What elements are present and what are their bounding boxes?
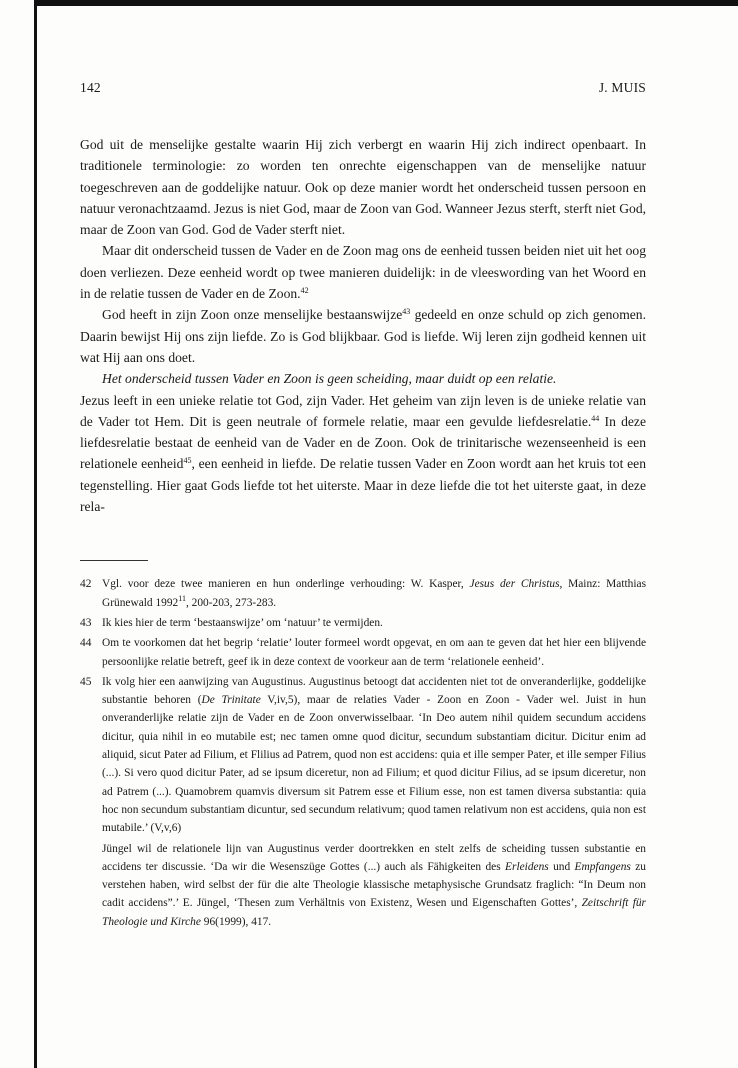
footnote-number: 45 — [80, 675, 92, 688]
footnote-45-part: Ik volg hier een aanwijzing van Augustinus. Augustinus betoogt dat accidenten niet tot de onveranderlijke, goddelijke substantie behoren ( — [102, 675, 646, 707]
footnotes — [80, 575, 646, 931]
running-head — [80, 80, 646, 96]
footnote-45-title: De Trinitate — [201, 694, 261, 707]
footnote-ref-43: 43 — [402, 307, 411, 317]
footnote-45-part: Jüngel wil de relationele lijn van Augustinus verder doortrekken en stelt zelfs de scheiding tussen substantie en accidens ter discussie. ‘Da wir die Wesenszüge Gottes (...) auch als Fähigkeiten des — [102, 842, 646, 873]
footnote-separator — [80, 560, 148, 561]
footnote-text: Ik kies hier de term ‘bestaanswijze’ om ‘natuur’ te vermijden. — [102, 616, 383, 629]
footnote-44 — [80, 634, 646, 671]
footnote-ref-45: 45 — [183, 456, 192, 466]
paragraph-5-text-c: , een eenheid in liefde. De relatie tussen Vader en Zoon wordt aan het kruis tot een tegenstelling. Hier gaat Gods liefde tot het uiterste. Maar in deze liefde die tot het uiterste gaat, in deze rela- — [80, 456, 647, 515]
footnote-number: 42 — [80, 578, 92, 591]
page-edge-left — [34, 0, 37, 1068]
paragraph-5-text-b: In deze liefdesrelatie bestaat de eenheid van de Vader en de Zoon. Ook de trinitarische wezenseenheid is een relationele eenheid — [80, 413, 646, 472]
footnote-ref-44: 44 — [591, 413, 600, 423]
paragraph-3-text-b: gedeeld en onze schuld op zich genomen. Daarin bewijst Hij ons zijn liefde. Zo is God blijkbaar. God is liefde. Wij leren zijn godheid kennen uit wat Hij aan ons doet. — [80, 307, 646, 365]
footnote-45-italic: Empfangens — [574, 860, 631, 873]
paragraph-4 — [80, 368, 646, 389]
footnote-42-title: Jesus der Christus — [469, 578, 560, 591]
paragraph-3-text-a: God heeft in zijn Zoon onze menselijke bestaanswijze — [102, 307, 403, 323]
footnote-text — [102, 575, 646, 612]
footnote-ref-42: 42 — [300, 286, 309, 296]
footnote-45 — [80, 673, 646, 931]
paragraph-4-italic: Het onderscheid tussen Vader en Zoon is geen scheiding, maar duidt op een relatie. — [102, 371, 557, 387]
paragraph-3 — [80, 304, 646, 368]
footnote-42-part: Vgl. voor deze twee manieren en hun onderlinge verhouding: W. Kasper, — [102, 578, 470, 591]
footnote-45-journal: Zeitschrift für Theologie und Kirche — [102, 897, 646, 928]
running-author: J. MUIS — [598, 80, 646, 95]
footnote-42 — [80, 575, 646, 612]
footnote-number: 43 — [80, 616, 92, 629]
paragraph-5-text-a: Jezus leeft in een unieke relatie tot God, zijn Vader. Het geheim van zijn leven is de unieke relatie van de Vader tot Hem. Dit is geen neutrale of formele relatie, maar een gevulde liefdesrelatie. — [80, 392, 646, 429]
footnote-42-part: , 200-203, 273-283. — [185, 596, 277, 609]
footnote-45-part: 96(1999), 417. — [200, 915, 272, 928]
paragraph-2-text: Maar dit onderscheid tussen de Vader en de Zoon mag ons de eenheid tussen beiden niet uit het oog doen verliezen. Deze eenheid wordt op twee manieren duidelijk: in de vleeswording van het Woord en in de relatie tussen de Vader en de Zoon. — [80, 243, 646, 302]
paragraph-5 — [80, 390, 646, 518]
page-number: 142 — [80, 80, 101, 95]
footnote-45-italic: Erleidens — [505, 860, 549, 873]
body-text — [80, 134, 646, 517]
paragraph-2 — [80, 240, 646, 304]
footnote-text: Om te voorkomen dat het begrip ‘relatie’ louter formeel wordt opgevat, en om aan te geven dat het hier een blijvende persoonlijke relatie betreft, geef ik in deze context de voorkeur aan de term ‘relationele eenheid’. — [102, 637, 646, 668]
footnote-45-para-1 — [102, 673, 646, 838]
footnote-42-edition: 11 — [178, 593, 186, 603]
footnote-text — [102, 673, 646, 931]
page — [80, 80, 646, 933]
footnote-45-part: V,iv,5), maar de relaties Vader - Zoon en Zoon - Vader wel. Juist in hun onveranderlijke relatie zijn de Vader en de Zoon onverwisselbaar. ‘In Deo autem nihil quidem secundum accidens dicitur, quia nihil in eo mutabile est; nec tamen omne quod dicitur, secundum substantiam dicitur. Dicitur enim ad aliquid, sicut Pater ad Filium, et Flilius ad Patrem, quod non est accidens: quia et ille semper Pater, et ille semper Filius (...). Si vero quod dicitur Pater, ad se ipsum diceretur, non ad Filium; et quod dicitur Filius, ad se ipsum diceretur, non ad Patrem (...). Quamobrem quamvis diversum sit Patrem esse et Filium esse, non est tamen diversa substantia: quia hoc non secundum substantiam dicuntur, sed secundum relativum; quod tamen relativum non est accidens, quia non est mutabile.’ (V,v,6) — [102, 694, 647, 835]
footnote-45-para-2 — [102, 840, 646, 931]
page-edge-top — [34, 0, 738, 6]
footnote-number: 44 — [80, 637, 92, 650]
footnote-43 — [80, 614, 646, 632]
footnote-45-part: und — [548, 860, 575, 873]
footnote-45-part: zu verstehen haben, wird selbst der für die alte Theologie klassische metaphysische Grundsatz fraglich: “In Deum non cadit accidens”.’ E. Jüngel, ‘Thesen zum Verhältnis von Existenz, Wesen und Eigenschaften Gottes’, — [102, 860, 647, 910]
footnote-42-part: , Mainz: Matthias Grünewald 1992 — [102, 578, 647, 609]
paragraph-1: God uit de menselijke gestalte waarin Hij zich verbergt en waarin Hij zich indirect openbaart. In traditionele terminologie: zo worden ten onrechte eigenschappen van de menselijke natuur toegeschreven aan de goddelijke natuur. Ook op deze manier wordt het onderscheid tussen persoon en natuur veronachtzaamd. Jezus is niet God, maar de Zoon van God. Wanneer Jezus sterft, sterft niet God, maar de Zoon van God. God de Vader sterft niet. — [80, 137, 647, 238]
